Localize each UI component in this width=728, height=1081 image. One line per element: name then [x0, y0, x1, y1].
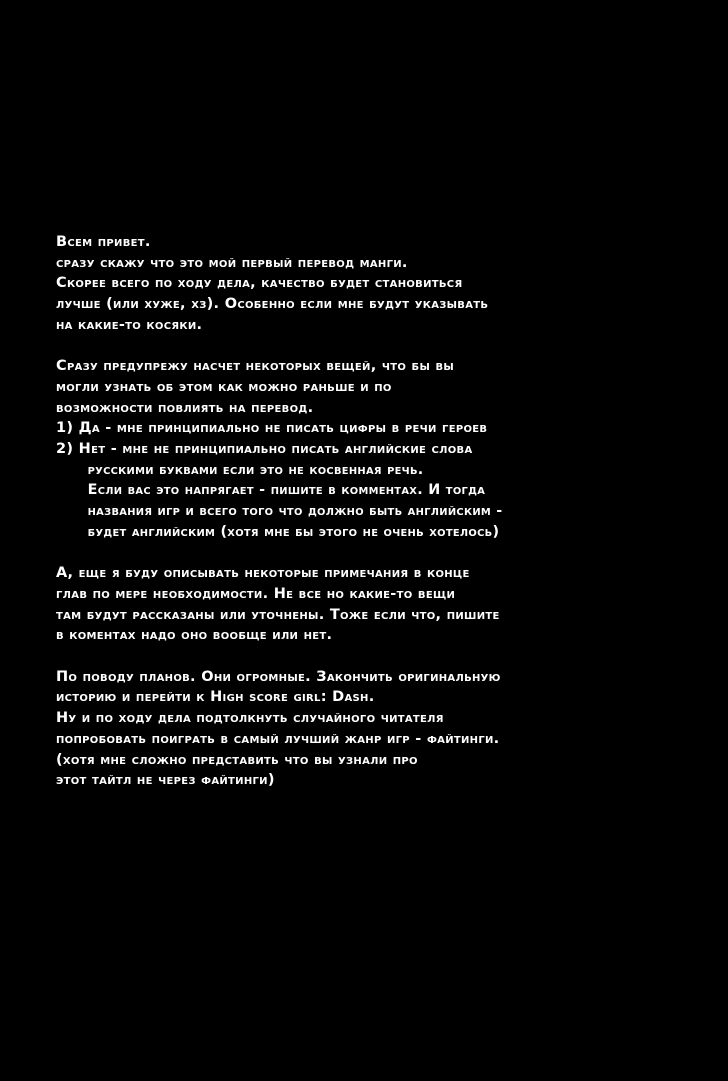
text-line: 1) Да - мне принципиально не писать цифры в речи героев [56, 420, 488, 437]
paragraph [56, 356, 696, 542]
text-line: Сразу предупрежу насчет некоторых вещей, что бы вы [56, 358, 455, 375]
text-line: Скорее всего по ходу дела, качество будет становиться [56, 275, 463, 292]
text-line: на какие-то косяки. [56, 316, 203, 333]
paragraph-gap [56, 646, 696, 667]
text-line: сразу скажу что это мой первый перевод манги. [56, 254, 408, 271]
text-line: А, еще я буду описывать некоторые примечания в конце [56, 565, 470, 582]
text-line: Если вас это напрягает - пишите в комментах. И тогда [87, 482, 486, 499]
text-line: в коментах надо оно вообще или нет. [56, 627, 333, 644]
text-line: русскими буквами если это не косвенная речь. [87, 461, 424, 478]
text-line: (хотя мне сложно представить что вы узнали про [56, 751, 418, 768]
text-line: будет английским (хотя мне бы этого не очень хотелось) [87, 523, 500, 540]
paragraph [56, 232, 696, 336]
paragraph [56, 563, 696, 646]
text-line: По поводу планов. Они огромные. Закончить оригинальную [56, 668, 501, 685]
text-line: историю и перейти к High score girl: Dash. [56, 689, 375, 706]
text-line: могли узнать об этом как можно раньше и по [56, 378, 392, 395]
text-line: возможности повлиять на перевод. [56, 399, 314, 416]
paragraph-gap [56, 336, 696, 357]
text-line: Ну и по ходу дела подтолкнуть случайного читателя [56, 710, 444, 727]
text-line: попробовать поиграть в самый лучший жанр игр - файтинги. [56, 730, 500, 747]
translator-note-text [56, 232, 696, 791]
text-line: названия игр и всего того что должно быть английским - [87, 503, 503, 520]
text-line: там будут рассказаны или уточнены. Тоже если что, пишите [56, 606, 500, 623]
paragraph-gap [56, 543, 696, 564]
text-line: 2) Нет - мне не принципиально писать английские слова [56, 441, 473, 458]
paragraph [56, 667, 696, 791]
text-line: Всем привет. [56, 234, 151, 250]
text-line: глав по мере необходимости. Не все но какие-то вещи [56, 585, 456, 602]
text-line: этот тайтл не через файтинги) [56, 772, 275, 789]
text-line: лучше (или хуже, хз). Особенно если мне будут указывать [56, 296, 489, 313]
